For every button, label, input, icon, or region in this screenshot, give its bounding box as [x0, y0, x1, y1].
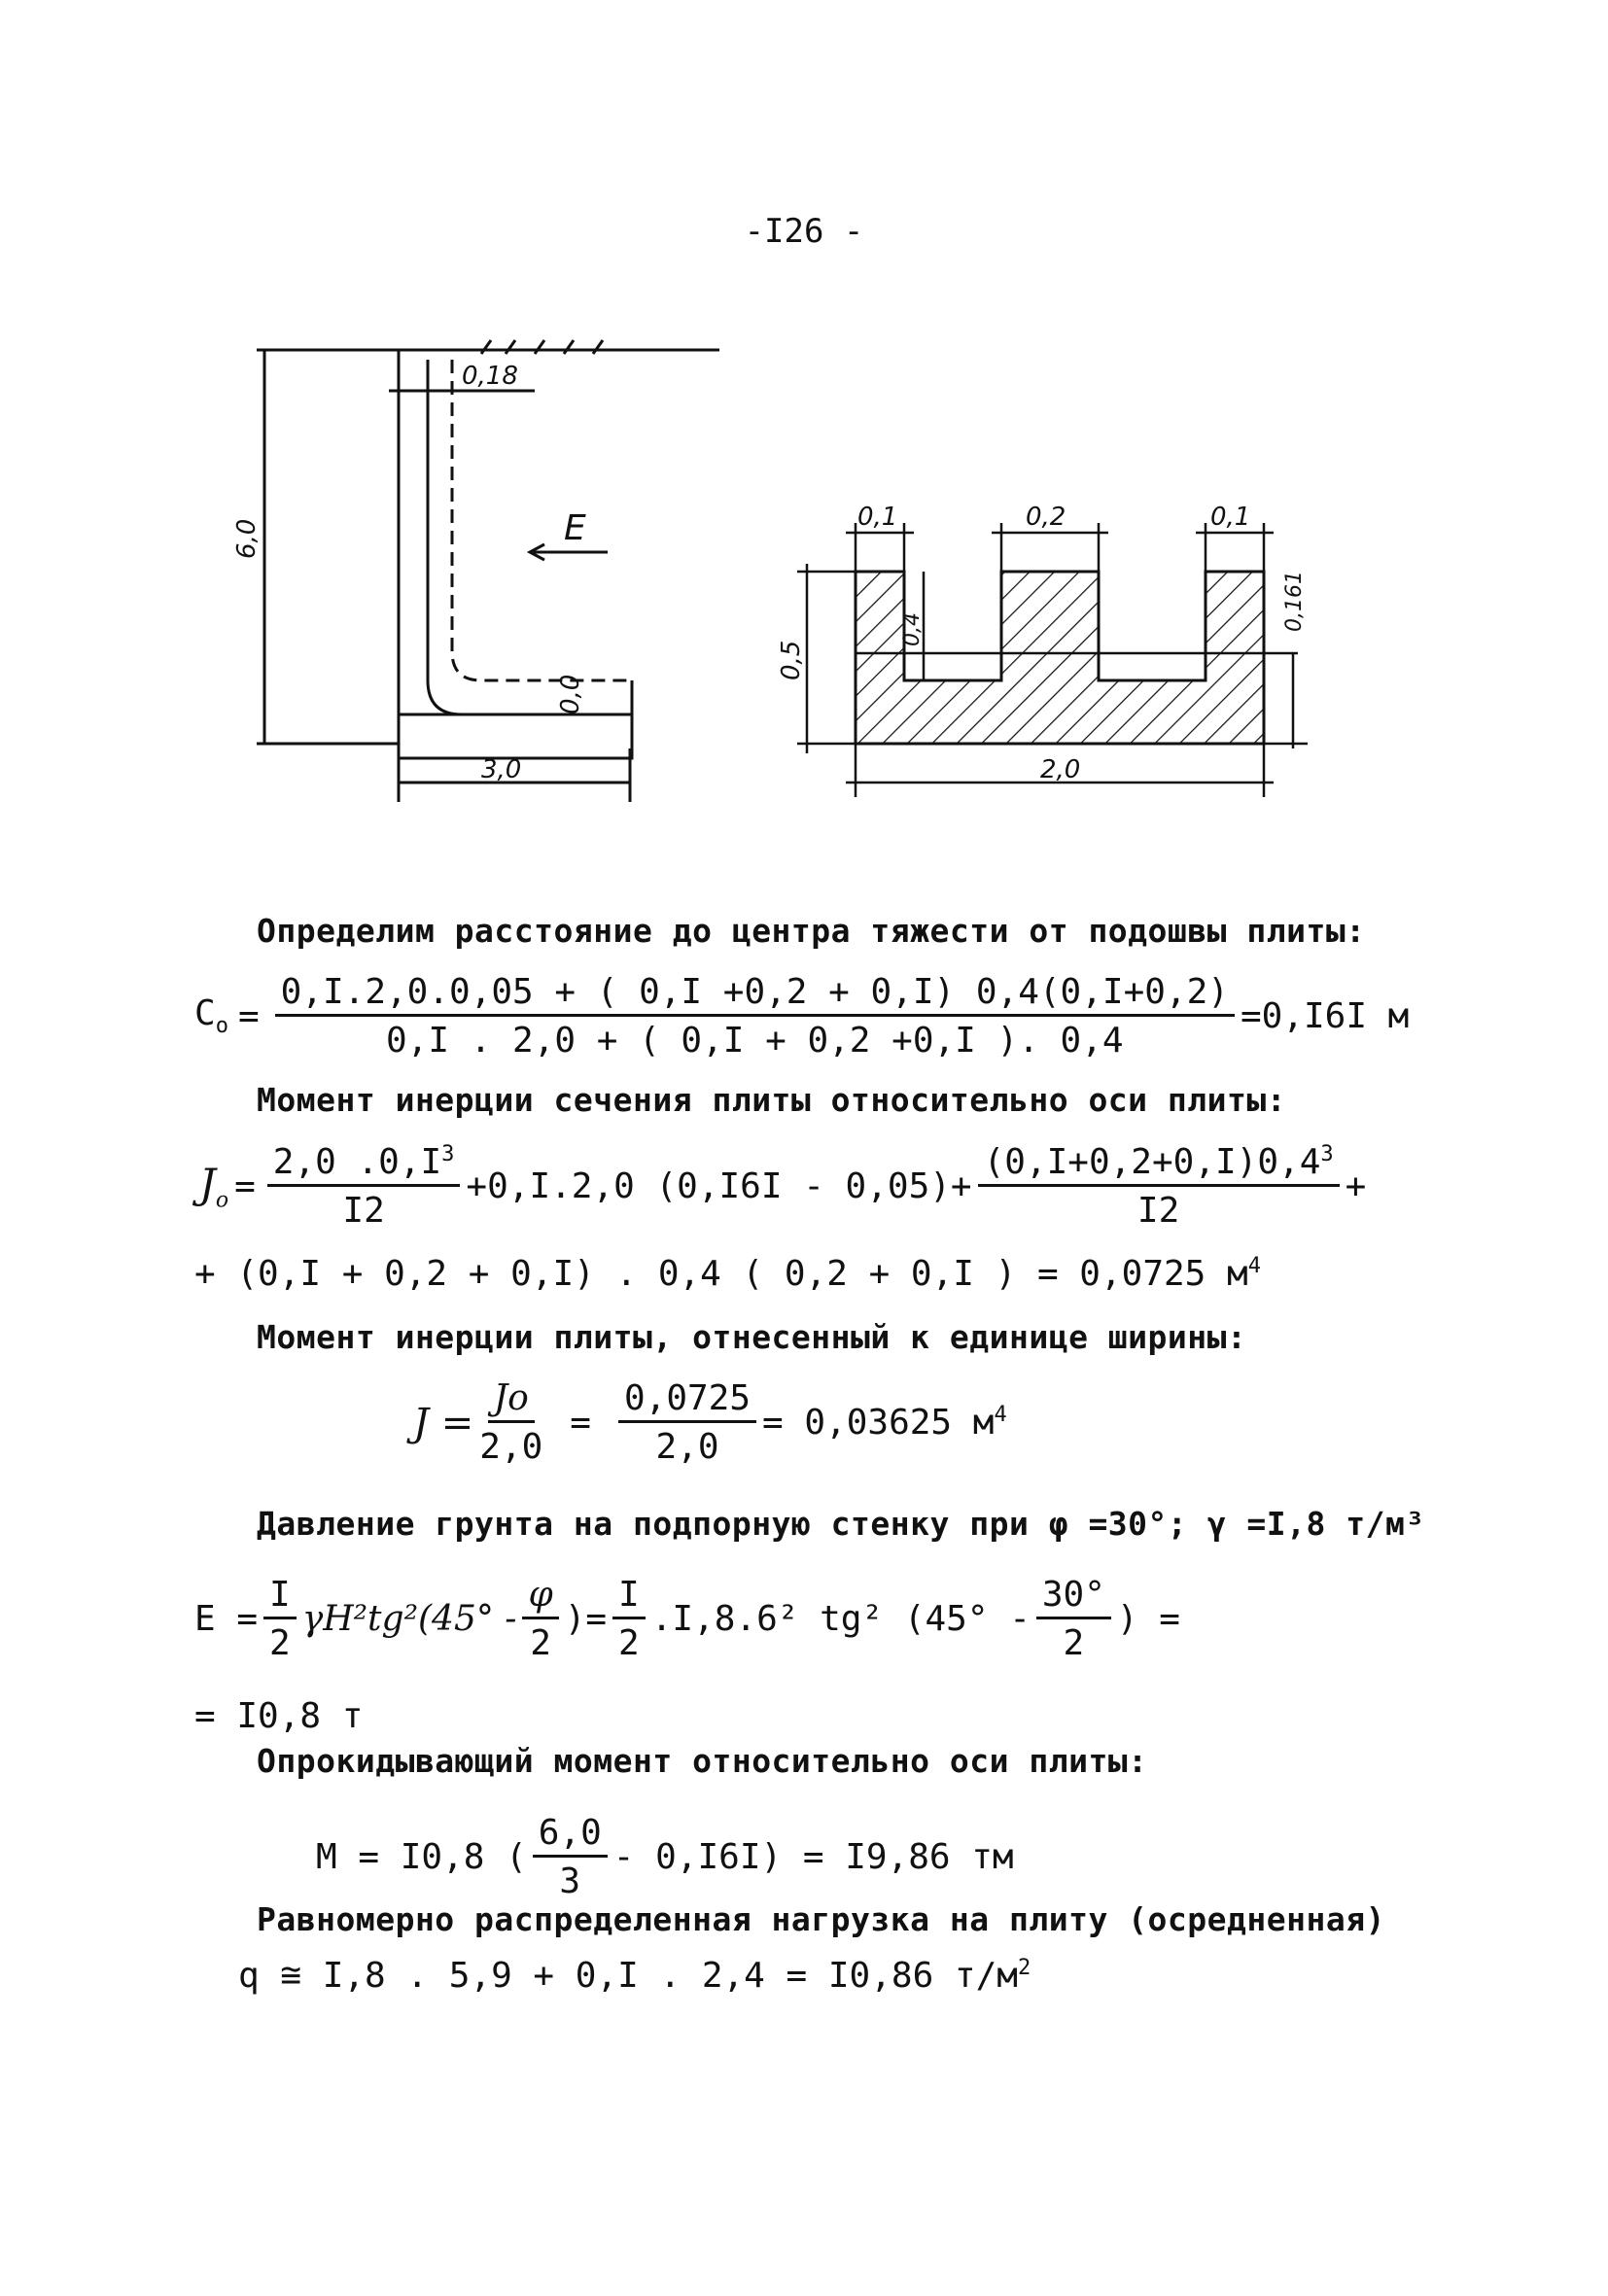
formula-c0: $С_о$ = $\frac{0,I.2,0.0,05 + ( 0,I +0,2 + 0,I) 0,4(0,I+0,2)}{0,I . 2,0 + ( 0,I + 0,2 +0,I ). 0,4}$ =0,I6I м — [194, 972, 1410, 1061]
section-left-width-label: 0,1 — [857, 503, 898, 532]
section-rib-height-label: 0,4 — [900, 612, 925, 646]
section-total-width-label: 2,0 — [1040, 755, 1081, 784]
c0-fraction: $\frac{0,I.2,0.0,05 + ( 0,I +0,2 + 0,I) 0,4(0,I+0,2)}{0,I . 2,0 + ( 0,I + 0,2 +0,I ). 0,4}$ — [275, 972, 1235, 1061]
wall-toe-label: 0,0 — [556, 674, 585, 714]
heading-earth-pressure: Давление грунта на подпорную стенку при φ =30°; γ =I,8 т/м³ — [257, 1505, 1425, 1543]
j0-fraction-2: $\frac{(0,I+0,2+0,I)0,4^3}{I2}$ — [978, 1142, 1340, 1231]
j-fraction-1: $\frac{Jo}{2,0}$ — [479, 1378, 543, 1467]
formula-j0-line1: $J_o$ = $\frac{2,0 .0,I^3}{I2}$ +0,I.2,0 (0,I6I - 0,05)+ $\frac{(0,I+0,2+0,I)0,4^3}{I2}$ + — [199, 1142, 1367, 1231]
formula-e-line1: Е = $\frac{I}{2}$ γH²tg²(45° - $\frac{\varphi}{2}$ )= $\frac{I}{2}$ .I,8.6² tg² (45° - $\frac{30^\circ}{2}$ ) = — [194, 1575, 1180, 1663]
j0-fraction-1: $\frac{2,0 .0,I^3}{I2}$ — [267, 1142, 461, 1231]
formula-q: q ≅ I,8 . 5,9 + 0,I . 2,4 = I0,86 $т/м^2$ — [238, 1956, 1031, 1996]
formula-j0-line2: + (0,I + 0,2 + 0,I) . 0,4 ( 0,2 + 0,I ) = 0,0725 $м^4$ — [194, 1254, 1261, 1294]
page-number: -I26 - — [744, 212, 864, 251]
wall-height-label: 6,0 — [232, 518, 262, 559]
wall-base-label: 3,0 — [481, 755, 522, 784]
wall-top-label: 0,18 — [462, 362, 518, 391]
j-fraction-2: $\frac{0,0725}{2,0}$ — [618, 1378, 756, 1467]
j-result: = 0,03625 $м^4$ — [762, 1403, 1007, 1443]
c0-symbol: $С_о$ — [194, 993, 228, 1039]
section-right-width-label: 0,1 — [1210, 503, 1251, 532]
formula-j: J = $\frac{Jo}{2,0}$ = $\frac{0,0725}{2,0}$ = 0,03625 $м^4$ — [413, 1378, 1007, 1467]
heading-distributed-load: Равномерно распределенная нагрузка на плиту (осредненная) — [257, 1900, 1385, 1938]
j0-symbol: $J_o$ — [199, 1160, 229, 1213]
heading-inertia-section: Момент инерции сечения плиты относительно оси плиты: — [257, 1081, 1287, 1119]
section-mid-width-label: 0,2 — [1026, 503, 1066, 532]
retaining-wall-diagram — [232, 330, 749, 817]
heading-centroid: Определим расстояние до центра тяжести от подошвы плиты: — [257, 912, 1366, 950]
heading-inertia-unit-width: Момент инерции плиты, отнесенный к единице ширины: — [257, 1318, 1247, 1356]
wall-force-label: E — [564, 508, 586, 548]
heading-overturning-moment: Опрокидывающий момент относительно оси плиты: — [257, 1742, 1148, 1780]
section-total-height-label: 0,5 — [777, 640, 806, 680]
section-centroid-label: 0,161 — [1282, 571, 1307, 632]
slab-section-diagram — [768, 486, 1322, 817]
formula-m: М = I0,8 ( $\frac{6,0}{3}$ - 0,I6I) = I9,86 тм — [316, 1813, 1014, 1901]
c0-result: =0,I6I м — [1240, 996, 1410, 1036]
formula-e-line2: = I0,8 т — [194, 1696, 364, 1736]
